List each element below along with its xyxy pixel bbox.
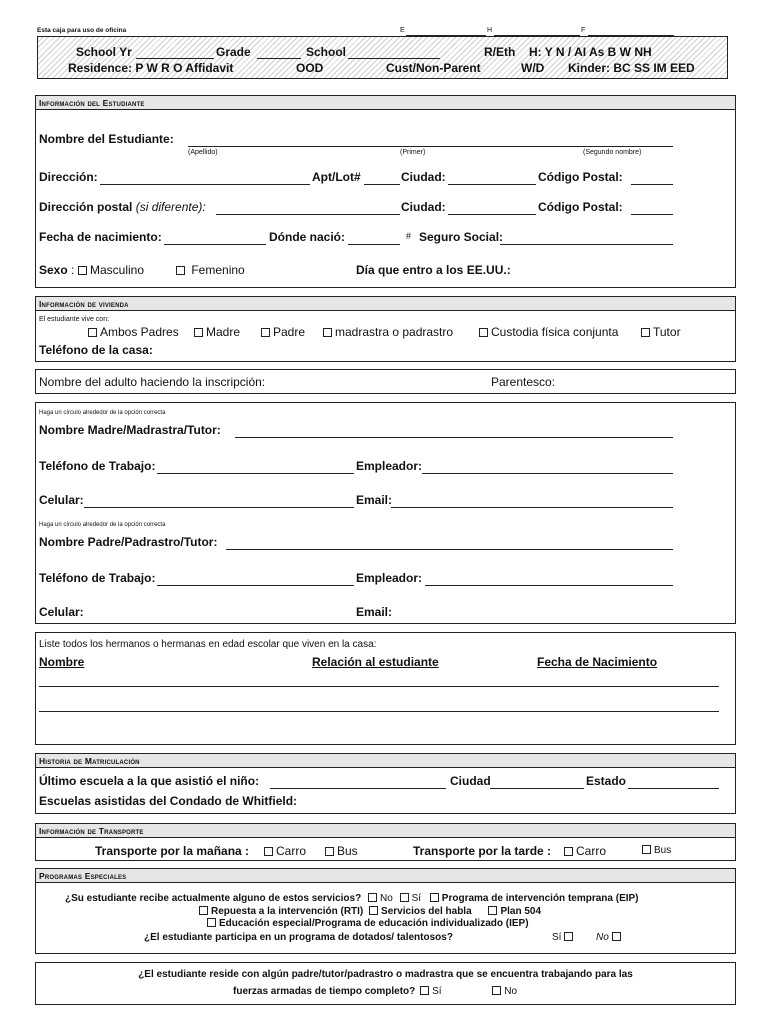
history-city-line[interactable] xyxy=(490,788,584,789)
military-question-row xyxy=(233,986,517,997)
office-grade-line[interactable] xyxy=(257,58,301,59)
female-label: Femenino xyxy=(191,263,245,277)
afternoon-car-option[interactable] xyxy=(564,844,606,858)
morning-bus-label: Bus xyxy=(337,844,358,858)
special-programs-header: Programas Especiales xyxy=(36,869,735,883)
sex-label: Sexo : xyxy=(39,263,75,277)
office-use-box xyxy=(37,36,728,79)
siblings-name-col: Nombre xyxy=(39,655,85,669)
father-checkbox[interactable] xyxy=(261,328,270,337)
gifted-yes-option[interactable] xyxy=(552,932,576,943)
city2-line[interactable] xyxy=(448,214,536,215)
afternoon-transport-label: Transporte por la tarde : xyxy=(413,844,552,858)
office-wd: W/D xyxy=(521,61,545,75)
email-2-label: Email: xyxy=(356,605,393,619)
student-info-section xyxy=(35,95,736,288)
rti-checkbox[interactable] xyxy=(199,906,208,915)
father-name-line[interactable] xyxy=(226,549,673,550)
military-section xyxy=(35,962,736,1005)
morning-car-checkbox[interactable] xyxy=(264,847,273,856)
morning-car-label: Carro xyxy=(276,844,307,858)
military-question-2: fuerzas armadas de tiempo completo? xyxy=(233,986,416,997)
student-info-header: Información del Estudiante xyxy=(36,96,735,110)
us-entry-label: Día que entro a los EE.UU.: xyxy=(356,263,511,277)
plan504-label: Plan 504 xyxy=(500,906,542,917)
military-yes-label: Sí xyxy=(432,986,442,997)
cell-2-label: Celular: xyxy=(39,605,84,619)
apt-line[interactable] xyxy=(364,184,400,185)
office-school-line[interactable] xyxy=(348,58,440,59)
city-line[interactable] xyxy=(448,184,536,185)
apellido-hint: (Apellido) xyxy=(188,149,218,156)
circle-hint-2: Haga un círculo alrededor de la opción correcta xyxy=(39,522,166,528)
primer-hint: (Primer) xyxy=(400,149,426,156)
transport-header: Información de Transporte xyxy=(36,824,735,838)
afternoon-car-label: Carro xyxy=(576,844,607,858)
relationship-label: Parentesco: xyxy=(491,375,556,389)
office-reth: R/Eth xyxy=(484,45,516,59)
morning-car-option[interactable] xyxy=(264,844,306,858)
plan504-checkbox[interactable] xyxy=(488,906,497,915)
female-option[interactable] xyxy=(176,263,245,277)
email-1-label: Email: xyxy=(356,493,393,507)
services-question-row xyxy=(65,893,639,904)
office-school: School xyxy=(306,45,347,59)
last-school-line[interactable] xyxy=(270,788,446,789)
hash-label: # xyxy=(406,231,412,241)
transport-section xyxy=(35,823,736,861)
stepparent-label: madrastra o padrastro xyxy=(335,325,454,339)
both-parents-option[interactable] xyxy=(88,325,179,339)
gifted-question: ¿El estudiante participa en un programa de dotados/ talentosos? xyxy=(144,932,453,943)
employer-2-line[interactable] xyxy=(425,585,673,586)
employer-1-line[interactable] xyxy=(422,473,673,474)
afternoon-car-checkbox[interactable] xyxy=(564,847,573,856)
segundo-hint: (Segundo nombre) xyxy=(583,149,642,156)
tutor-label: Tutor xyxy=(653,325,681,339)
siblings-intro: Liste todos los hermanos o hermanas en edad escolar que viven en la casa: xyxy=(39,639,377,650)
eip-checkbox[interactable] xyxy=(430,893,439,902)
services-yes-checkbox[interactable] xyxy=(400,893,409,902)
sex-label-text: Sexo xyxy=(39,263,68,277)
special-programs-section xyxy=(35,868,736,954)
services-row-3 xyxy=(207,918,529,929)
rti-label: Repuesta a la intervención (RTI) xyxy=(211,906,364,917)
apt-label: Apt/Lot# xyxy=(312,170,361,184)
work-phone-1-line[interactable] xyxy=(157,473,354,474)
office-h-label: H xyxy=(487,27,493,34)
birthdate-line[interactable] xyxy=(164,244,266,245)
female-checkbox[interactable] xyxy=(176,266,185,275)
history-state-line[interactable] xyxy=(628,788,719,789)
office-h-yn: H: Y N / AI As B W NH xyxy=(529,45,652,59)
military-yes-checkbox[interactable] xyxy=(420,986,429,995)
office-kinder: Kinder: BC SS IM EED xyxy=(568,61,695,75)
housing-header: Información de vivienda xyxy=(36,297,735,311)
services-question: ¿Su estudiante recibe actualmente alguno de estos servicios? xyxy=(65,893,362,904)
siblings-birthdate-col: Fecha de Nacimiento xyxy=(537,655,658,669)
cell-1-line[interactable] xyxy=(84,507,354,508)
male-option[interactable] xyxy=(78,263,144,277)
stepparent-checkbox[interactable] xyxy=(323,328,332,337)
gifted-no-option[interactable] xyxy=(596,932,624,943)
speech-label: Servicios del habla xyxy=(381,906,472,917)
mother-label: Madre xyxy=(206,325,241,339)
student-name-line[interactable] xyxy=(188,146,673,147)
mother-name-label: Nombre Madre/Madrastra/Tutor: xyxy=(39,423,221,437)
address-line[interactable] xyxy=(100,184,310,185)
iep-checkbox[interactable] xyxy=(207,918,216,927)
enroll-adult-label: Nombre del adulto haciendo la inscripción: xyxy=(39,375,266,389)
stepparent-option[interactable] xyxy=(323,325,453,339)
lives-with-label: El estudiante vive con: xyxy=(39,316,110,323)
office-f-label: F xyxy=(581,27,586,34)
office-school-yr: School Yr xyxy=(76,45,132,59)
male-label: Masculino xyxy=(90,263,145,277)
mother-checkbox[interactable] xyxy=(194,328,203,337)
employer-2-label: Empleador: xyxy=(356,571,423,585)
history-header: Historia de Matriculación xyxy=(36,754,735,768)
afternoon-bus-checkbox[interactable] xyxy=(642,845,651,854)
circle-hint-1: Haga un círculo alrededor de la opción correcta xyxy=(39,410,166,416)
military-no-label: No xyxy=(504,986,518,997)
history-section xyxy=(35,753,736,814)
gifted-yes-label: Sí xyxy=(552,932,562,943)
joint-custody-checkbox[interactable] xyxy=(479,328,488,337)
work-phone-1-label: Teléfono de Trabajo: xyxy=(39,459,156,473)
parents-section xyxy=(35,402,736,624)
both-parents-label: Ambos Padres xyxy=(100,325,179,339)
work-phone-2-line[interactable] xyxy=(157,585,354,586)
work-phone-2-label: Teléfono de Trabajo: xyxy=(39,571,156,585)
city-label: Ciudad: xyxy=(401,170,446,184)
siblings-relation-col: Relación al estudiante xyxy=(312,655,439,669)
iep-label: Educación especial/Programa de educación individualizado (IEP) xyxy=(219,918,529,929)
postal-address-label xyxy=(39,200,206,214)
speech-checkbox[interactable] xyxy=(369,906,378,915)
morning-bus-option[interactable] xyxy=(325,844,358,858)
gifted-no-label: No xyxy=(596,932,609,943)
morning-transport-label: Transporte por la mañana : xyxy=(95,844,250,858)
military-no-checkbox[interactable] xyxy=(492,986,501,995)
email-1-line[interactable] xyxy=(391,507,673,508)
sibling-row-line-2[interactable] xyxy=(39,711,719,712)
gifted-yes-checkbox[interactable] xyxy=(564,932,573,941)
office-residence: Residence: P W R O Affidavit xyxy=(68,61,234,75)
birthdate-label: Fecha de nacimiento: xyxy=(39,230,162,244)
student-name-label: Nombre del Estudiante: xyxy=(39,132,174,146)
male-checkbox[interactable] xyxy=(78,266,87,275)
both-parents-checkbox[interactable] xyxy=(88,328,97,337)
housing-section xyxy=(35,296,736,362)
office-grade: Grade xyxy=(216,45,251,59)
cell-1-label: Celular: xyxy=(39,493,84,507)
tutor-checkbox[interactable] xyxy=(641,328,650,337)
address-label: Dirección: xyxy=(39,170,98,184)
sibling-row-line-1[interactable] xyxy=(39,686,719,687)
tutor-option[interactable] xyxy=(641,325,681,339)
history-city-label: Ciudad xyxy=(450,774,491,788)
joint-custody-option[interactable] xyxy=(479,325,618,339)
afternoon-bus-option[interactable] xyxy=(642,845,671,856)
zip-label: Código Postal: xyxy=(538,170,623,184)
services-no-checkbox[interactable] xyxy=(368,893,377,902)
employer-1-label: Empleador: xyxy=(356,459,423,473)
eip-label: Programa de intervención temprana (EIP) xyxy=(441,893,639,904)
services-no-label: No xyxy=(379,893,393,904)
mother-name-line[interactable] xyxy=(235,437,673,438)
services-yes-label: Sí xyxy=(411,893,422,904)
joint-custody-label: Custodia física conjunta xyxy=(491,325,619,339)
morning-bus-checkbox[interactable] xyxy=(325,847,334,856)
enroll-adult-section xyxy=(35,369,736,394)
office-note: Esta caja para uso de oficina xyxy=(37,27,127,34)
ssn-line[interactable] xyxy=(500,244,673,245)
office-school-yr-line[interactable] xyxy=(136,58,214,59)
history-state-label: Estado xyxy=(586,774,627,788)
services-row-2 xyxy=(199,906,541,917)
ssn-label: Seguro Social: xyxy=(419,230,504,244)
afternoon-bus-label: Bus xyxy=(654,845,672,856)
city2-label: Ciudad: xyxy=(401,200,446,214)
father-option[interactable] xyxy=(261,325,305,339)
father-name-label: Nombre Padre/Padrastro/Tutor: xyxy=(39,535,218,549)
home-phone-label: Teléfono de la casa: xyxy=(39,343,153,357)
postal-address-hint: (si diferente): xyxy=(135,200,206,214)
last-school-label: Último escuela a la que asistió el niño: xyxy=(39,774,260,788)
gifted-no-checkbox[interactable] xyxy=(612,932,621,941)
office-cust: Cust/Non-Parent xyxy=(386,61,481,75)
mother-option[interactable] xyxy=(194,325,240,339)
birthplace-label: Dónde nació: xyxy=(269,230,346,244)
military-question-1: ¿El estudiante reside con algún padre/tutor/padrastro o madrastra que se encuentra trabajando para las xyxy=(138,969,633,980)
postal-address-line[interactable] xyxy=(216,214,400,215)
father-label: Padre xyxy=(273,325,306,339)
postal-address-text: Dirección postal xyxy=(39,200,133,214)
siblings-section xyxy=(35,632,736,745)
zip-line[interactable] xyxy=(631,184,673,185)
zip2-line[interactable] xyxy=(631,214,673,215)
birthplace-line[interactable] xyxy=(348,244,400,245)
zip2-label: Código Postal: xyxy=(538,200,623,214)
office-e-label: E xyxy=(400,27,405,34)
office-ood: OOD xyxy=(296,61,324,75)
whitfield-schools-label: Escuelas asistidas del Condado de Whitfield: xyxy=(39,794,298,808)
